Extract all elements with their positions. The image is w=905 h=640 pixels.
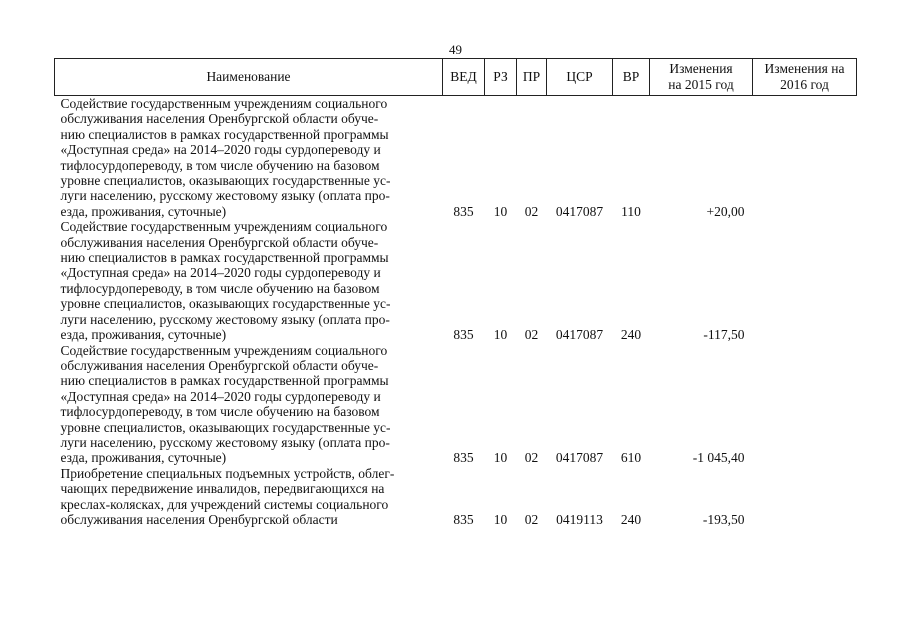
row-vr: 110 — [621, 203, 641, 219]
row-name — [55, 219, 443, 342]
row-rz: 10 — [493, 450, 508, 466]
budget-table — [54, 58, 857, 527]
row-csr: 0419113 — [556, 511, 603, 527]
row-change-2015: +20,00 — [706, 203, 745, 219]
row-change-2015: -1 045,40 — [692, 450, 745, 466]
row-change-2016 — [753, 343, 857, 466]
row-pr: 02 — [524, 203, 539, 219]
header-change-2015-line2: на 2015 год — [668, 77, 734, 92]
row-name-line: «Доступная среда» на 2014–2020 годы сурдопереводу и — [60, 142, 381, 158]
row-pr: 02 — [524, 511, 539, 527]
row-name-line: уровне специалистов, оказывающих государственные ус- — [60, 296, 391, 312]
row-name-line: луги населению, русскому жестовому языку (оплата про- — [60, 311, 390, 327]
row-name-line: нию специалистов в рамках государственной программы — [60, 373, 389, 389]
row-name-line: езда, проживания, суточные) — [60, 203, 227, 219]
row-rz: 10 — [493, 203, 508, 219]
row-vr: 240 — [620, 327, 642, 343]
row-name-line: Содействие государственным учреждениям социального — [60, 342, 388, 358]
row-csr: 0417087 — [555, 327, 604, 343]
row-name-line: уровне специалистов, оказывающих государственные ус- — [60, 173, 391, 189]
row-change-2016 — [753, 219, 857, 342]
row-name-line: тифлосурдопереводу, в том числе обучению на базовом — [60, 404, 380, 420]
page-number: 49 — [449, 42, 462, 57]
row-name-line: тифлосурдопереводу, в том числе обучению на базовом — [60, 280, 380, 296]
row-name-line: креслах-колясках, для учреждений системы социального — [60, 496, 389, 512]
header-csr: ЦСР — [547, 59, 613, 96]
row-rz: 10 — [493, 511, 508, 527]
row-ved: 835 — [453, 203, 474, 219]
row-name — [55, 343, 443, 466]
row-name-line: «Доступная среда» на 2014–2020 годы сурдопереводу и — [60, 265, 381, 281]
table-row — [55, 466, 857, 528]
row-vr: 610 — [620, 450, 642, 466]
row-name-line: обслуживания населения Оренбургской области обуче- — [60, 357, 379, 373]
row-name-line: Содействие государственным учреждениям социального — [60, 96, 388, 111]
header-name: Наименование — [55, 59, 443, 96]
row-name — [55, 96, 443, 220]
row-pr: 02 — [524, 327, 539, 343]
row-name-line: езда, проживания, суточные) — [60, 450, 227, 466]
table-row — [55, 96, 857, 220]
header-change-2015-line1: Изменения — [669, 61, 733, 76]
row-ved: 835 — [453, 511, 474, 527]
row-name-line: луги населению, русскому жестовому языку (оплата про- — [60, 188, 390, 204]
header-vr: ВР — [613, 59, 650, 96]
row-name-line: тифлосурдопереводу, в том числе обучению на базовом — [60, 157, 380, 173]
header-ved: ВЕД — [443, 59, 485, 96]
row-change-2016 — [753, 466, 857, 528]
table-row — [55, 343, 857, 466]
row-name-line: чающих передвижение инвалидов, передвигающихся на — [60, 481, 385, 497]
row-csr: 0417087 — [555, 203, 604, 219]
row-change-2015: -117,50 — [703, 327, 745, 343]
header-pr: ПР — [517, 59, 547, 96]
row-pr: 02 — [524, 450, 539, 466]
row-name-line: нию специалистов в рамках государственной программы — [60, 250, 389, 266]
table-header-row — [55, 59, 857, 96]
header-change-2016-line2: 2016 год — [780, 77, 829, 92]
header-change-2016 — [753, 59, 857, 96]
row-name-line: Приобретение специальных подъемных устройств, облег- — [60, 465, 395, 481]
row-ved: 835 — [453, 450, 474, 466]
row-name-line: езда, проживания, суточные) — [60, 327, 227, 343]
header-change-2015 — [650, 59, 753, 96]
row-name-line: Содействие государственным учреждениям социального — [60, 219, 388, 235]
table-row — [55, 219, 857, 342]
row-rz: 10 — [493, 327, 508, 343]
row-name-line: «Доступная среда» на 2014–2020 годы сурдопереводу и — [60, 388, 381, 404]
row-change-2015: -193,50 — [702, 511, 745, 527]
header-change-2016-line1: Изменения на — [764, 61, 845, 76]
row-name — [55, 466, 443, 528]
row-vr: 240 — [620, 511, 642, 527]
table-body — [55, 96, 857, 528]
row-ved: 835 — [453, 327, 474, 343]
row-name-line: обслуживания населения Оренбургской области обуче- — [60, 111, 379, 127]
row-name-line: обслуживания населения Оренбургской области — [60, 511, 338, 527]
header-rz: РЗ — [485, 59, 517, 96]
row-csr: 0417087 — [555, 450, 604, 466]
row-name-line: обслуживания населения Оренбургской области обуче- — [60, 234, 379, 250]
row-name-line: луги населению, русскому жестовому языку (оплата про- — [60, 434, 390, 450]
row-name-line: нию специалистов в рамках государственной программы — [60, 126, 389, 142]
row-name-line: уровне специалистов, оказывающих государственные ус- — [60, 419, 391, 435]
row-change-2016 — [753, 96, 857, 220]
